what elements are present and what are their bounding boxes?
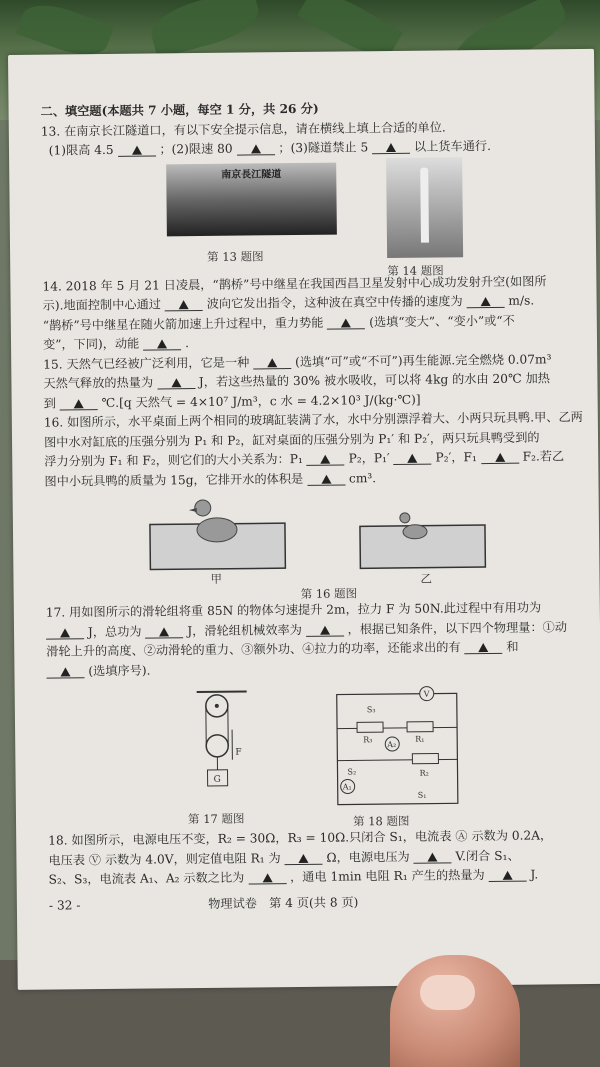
blank[interactable]	[466, 295, 504, 308]
blank[interactable]	[307, 452, 345, 465]
q15-l3: 到 ℃.[q 天然气 = 4×10⁷ J/m³，c 水 = 4.2×10³ J/(kg·℃)]	[43, 392, 421, 411]
q17-l1: 17. 用如图所示的滑轮组将重 85N 的物体匀速提升 2m，拉力 F 为 50N.此过程中有用功为	[45, 600, 542, 620]
q17-l4: (选填序号).	[46, 657, 581, 682]
q15-l1: 15. 天然气已经被广泛利用，它是一种 (选填“可”或“不可”)再生能源.完全燃烧 0.07m³	[43, 351, 552, 372]
blank[interactable]	[60, 397, 98, 410]
caption-13: 第 13 题图	[207, 248, 264, 264]
thumb	[390, 955, 520, 1067]
q15-l2: 天然气释放的热量为 J，若这些热量的 30% 被水吸收，可以将 4kg 的水由 20℃ 加热	[43, 371, 550, 391]
label-r3: R₃	[363, 735, 373, 745]
q16-l1: 16. 如图所示，水平桌面上两个相同的玻璃缸装满了水，水中分别漂浮着大、小两只玩具鸭.甲、乙两	[43, 410, 583, 430]
label-a1: A₁	[342, 782, 352, 792]
caption-18: 第 18 题图	[352, 813, 410, 829]
page-number: - 32 -	[48, 897, 81, 913]
blank[interactable]	[117, 143, 155, 156]
q16-l2: 图中水对缸底的压强分别为 P₁ 和 P₂，缸对桌面的压强分别为 P₁′ 和 P₂′，两只玩具鸭受到的	[43, 429, 540, 450]
exam-content	[41, 97, 584, 916]
q14-l4: 变”，下同)，动能 .	[42, 336, 190, 352]
blank[interactable]	[327, 316, 365, 329]
section-heading: 二、填空题(本题共 7 小题，每空 1 分，共 26 分)	[40, 101, 319, 119]
blank[interactable]	[394, 452, 432, 465]
caption-16: 第 16 题图	[300, 586, 358, 601]
q17-l2: J，总功为 J，滑轮组机械效率为 ，根据已知条件，以下四个物理量：①动	[46, 618, 581, 643]
caption-14: 第 14 题图	[387, 262, 444, 278]
q14-l2: 示).地面控制中心通过 波向它发出指令，这种波在真空中传播的速度为 m/s.	[42, 293, 535, 313]
figure-17-18	[47, 676, 584, 832]
blank[interactable]	[413, 850, 451, 863]
blank[interactable]	[46, 665, 84, 678]
page-footer	[49, 891, 584, 916]
blank[interactable]	[157, 376, 195, 389]
figure-16	[45, 486, 581, 604]
label-s1: S₁	[417, 790, 427, 800]
label-r1: R₁	[415, 734, 425, 744]
label-s2: S₂	[347, 767, 357, 777]
blank[interactable]	[236, 142, 274, 155]
q13-blanks: (1)限高 4.5 ；(2)限速 80 ；(3)隧道禁止 5 以上货车通行.	[48, 138, 492, 158]
pulley-and-circuit-diagram	[47, 676, 584, 832]
f-label: F	[235, 747, 242, 758]
figure-13-14	[41, 156, 577, 278]
q18-l3: S₂、S₃，电流表 A₁、A₂ 示数之比为 ，通电 1min 电阻 R₁ 产生的热量为 J.	[48, 867, 539, 887]
q18-l2: 电压表 Ⓥ 示数为 4.0V，则定值电阻 R₁ 为 Ω，电源电压为 V.闭合 S₁、	[48, 848, 520, 868]
q14-l1: 14. 2018 年 5 月 21 日凌晨，“鹊桥”号中继星在我国西昌卫星发射中心成功发射升空(如图所	[42, 273, 547, 294]
exam-page	[8, 49, 600, 990]
blank[interactable]	[284, 851, 322, 864]
label-s3: S₃	[366, 705, 376, 715]
blank[interactable]	[489, 869, 527, 882]
blank[interactable]	[253, 356, 291, 369]
blank[interactable]	[145, 625, 183, 638]
label-v: V	[423, 689, 430, 699]
blank[interactable]	[143, 337, 181, 350]
thumbnail-nail	[420, 975, 475, 1010]
blank[interactable]	[248, 871, 286, 884]
blank[interactable]	[481, 451, 519, 464]
label-r2: R₂	[419, 768, 429, 778]
blank[interactable]	[165, 298, 203, 311]
label-a2: A₂	[387, 739, 397, 750]
blank[interactable]	[306, 623, 344, 636]
blank[interactable]	[307, 472, 345, 485]
q18-l1: 18. 如图所示，电源电压不变，R₂ = 30Ω，R₃ = 10Ω.只闭合 S₁，电流表 Ⓐ 示数为 0.2A，	[48, 828, 553, 848]
page-title: 物理试卷 第 4 页(共 8 页)	[208, 894, 359, 911]
q16-l3: 浮力分别为 F₁ 和 F₂，则它们的大小关系为：P₁ P₂，P₁′ P₂′，F₁ F₂.若乙	[44, 449, 565, 469]
blank[interactable]	[372, 141, 410, 154]
q13-text: 13. 在南京长江隧道口，有以下安全提示信息，请在横线上填上合适的单位.	[40, 119, 446, 139]
blank[interactable]	[464, 641, 502, 654]
rocket-photo	[386, 157, 463, 258]
blank[interactable]	[46, 626, 84, 639]
q14-l3: “鹊桥”号中继星在随火箭加速上升过程中，重力势能 (选填“变大”、“变小”或“不	[42, 313, 515, 333]
g-label: G	[213, 774, 221, 785]
label-jia: 甲	[210, 571, 223, 586]
caption-17: 第 17 题图	[187, 811, 245, 827]
label-yi: 乙	[420, 571, 433, 586]
tunnel-photo: 南京長江隧道	[166, 162, 337, 236]
q16-l4: 图中小玩具鸭的质量为 15g，它排开水的体积是 cm³.	[44, 470, 377, 489]
q17-l3: 滑轮上升的高度、②动滑轮的重力、③额外功、④拉力的功率，还能求出的有 和	[46, 639, 519, 659]
